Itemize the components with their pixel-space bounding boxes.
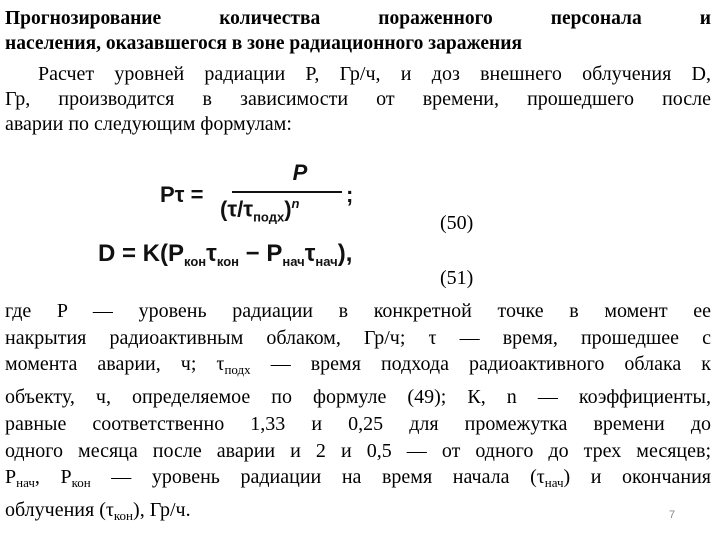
where-line-8-sub: кон xyxy=(113,507,134,523)
formula-51-sub-4: нач xyxy=(315,254,338,269)
equation-number-50: (50) xyxy=(440,212,474,234)
formula-51-lhs: D = K(P xyxy=(98,240,185,267)
formula-50-semicolon: ; xyxy=(346,182,354,207)
denominator-exponent: n xyxy=(291,196,300,211)
formula-51-tau-2: τ xyxy=(304,240,316,267)
formula-51-sub-1: кон xyxy=(184,254,207,269)
where-line-6: одного месяца после аварии и 2 и 0,5 — от одного до трех месяцев; xyxy=(5,439,711,462)
denominator-subscript: подх xyxy=(253,209,285,225)
formula-50-denominator xyxy=(220,196,299,224)
intro-paragraph xyxy=(5,62,711,137)
where-line-7-c: — уровень радиации на время начала (τ xyxy=(90,466,545,489)
where-line-2: накрытия радиоактивным облаком, Гр/ч; τ — время, прошедшее с xyxy=(5,326,711,349)
where-line-7-b: , P xyxy=(34,466,72,489)
page-number: 7 xyxy=(669,509,676,521)
where-line-7-sub-2: кон xyxy=(71,475,91,491)
formula-51-minus: − P xyxy=(239,240,283,267)
where-line-1: где P — уровень радиации в конкретной точке в момент ее xyxy=(5,300,711,322)
where-line-7-sub-1: нач xyxy=(16,475,35,491)
formula-51 xyxy=(98,240,428,280)
where-line-7-a: P xyxy=(5,466,17,489)
where-line-5: равные соответственно 1,33 и 0,25 для промежутка времени до xyxy=(5,412,711,435)
denominator-close: ) xyxy=(284,196,292,222)
heading-line-2: населения, оказавшегося в зоне радиационного заражения xyxy=(5,33,523,54)
formula-51-sub-3: нач xyxy=(282,254,305,269)
intro-line-1: Расчет уровней радиации P, Гр/ч, и доз внешнего облучения D, xyxy=(38,63,711,85)
where-line-4: объекту, ч, определяемое по формуле (49); К, n — коэффициенты, xyxy=(5,386,711,409)
where-line-3-sub: подх xyxy=(224,362,251,378)
fraction-bar xyxy=(232,191,342,193)
heading-line-1: Прогнозирование количества пораженного персонала и xyxy=(5,8,711,29)
formula-51-sub-2: кон xyxy=(216,254,240,269)
formula-51-close: ), xyxy=(337,240,353,267)
intro-line-2: Гр, производится в зависимости от времени, прошедшего после xyxy=(5,88,711,110)
where-line-3-a: момента аварии, ч; τ xyxy=(5,353,225,376)
where-line-7-d: ) и окончания xyxy=(563,466,712,489)
where-line-3 xyxy=(5,351,711,384)
formula-51-tau-1: τ xyxy=(206,240,217,267)
formula-50-numerator: P xyxy=(292,160,308,185)
definitions-paragraph xyxy=(5,298,711,530)
formula-50 xyxy=(160,160,360,230)
where-line-8-b: ), Гр/ч. xyxy=(133,498,191,521)
where-line-8 xyxy=(5,497,711,530)
section-heading xyxy=(5,6,711,56)
where-line-7 xyxy=(5,464,711,497)
where-line-8-a: облучения (τ xyxy=(5,498,114,521)
intro-line-3: аварии по следующим формулам: xyxy=(5,113,292,135)
formula-50-lhs: Pτ = xyxy=(160,182,204,207)
denominator-open: (τ/τ xyxy=(220,196,254,222)
where-line-3-b: — время подхода радиоактивного облака к xyxy=(250,353,711,376)
where-line-7-sub-3: нач xyxy=(544,475,564,491)
equation-number-51: (51) xyxy=(440,267,474,289)
